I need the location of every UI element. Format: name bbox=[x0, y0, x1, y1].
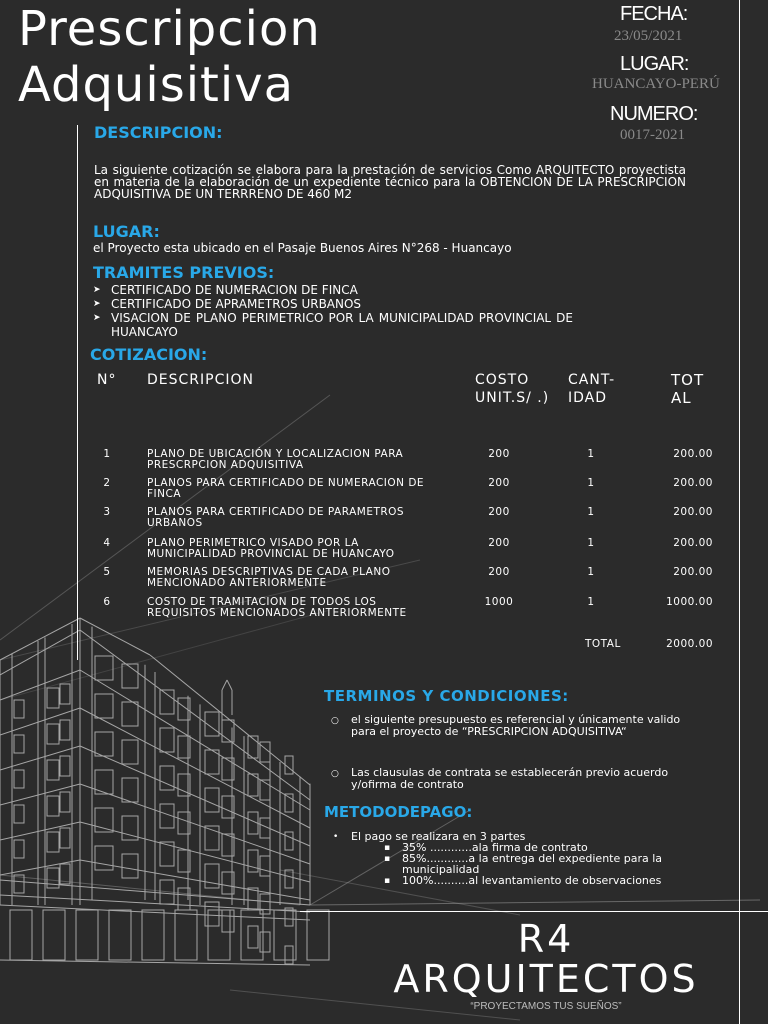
brand-slogan: “PROYECTAMOS TUS SUEÑOS” bbox=[470, 1001, 622, 1012]
row-description: COSTO DE TRAMITACION DE TODOS LOS REQUISITOS MENCIONADOS ANTERIORMENTE bbox=[147, 596, 407, 619]
termino-item bbox=[331, 713, 706, 738]
row-cantidad: 1 bbox=[587, 506, 595, 518]
bullet-icon: • bbox=[333, 832, 339, 842]
tramite-item: ➤ VISACION DE PLANO PERIMETRICO POR LA MUNICIPALIDAD PROVINCIAL DE HUANCAYO bbox=[93, 311, 573, 339]
row-total: 200.00 bbox=[673, 566, 713, 578]
total-value: 2000.00 bbox=[666, 638, 713, 650]
col-header-descripcion: DESCRIPCION bbox=[147, 372, 254, 388]
brand-name bbox=[370, 917, 722, 1001]
bullet-icon: ▪ bbox=[384, 854, 391, 864]
row-cantidad: 1 bbox=[587, 537, 595, 549]
brand-line-1: R4 bbox=[517, 917, 575, 961]
row-description: PLANO PERIMETRICO VISADO POR LA MUNICIPALIDAD PROVINCIAL DE HUANCAYO bbox=[147, 537, 395, 560]
total-label: TOTAL bbox=[585, 638, 621, 650]
pago-item bbox=[384, 852, 722, 876]
metodo-heading: METODODEPAGO: bbox=[324, 803, 473, 821]
row-cantidad: 1 bbox=[587, 477, 595, 489]
row-costo: 200 bbox=[488, 537, 510, 549]
numero-value: 0017-2021 bbox=[620, 127, 685, 143]
termino-text: el siguiente presupuesto es referencial y únicamente valido para el proyecto de “PRESCRIPCION ADQUISITIVA“ bbox=[351, 713, 681, 738]
col-header-total: TOT AL bbox=[671, 371, 705, 407]
row-total: 200.00 bbox=[673, 506, 713, 518]
col-header-costo: COSTO UNIT.S/ .) bbox=[475, 372, 550, 406]
row-total: 200.00 bbox=[673, 477, 713, 489]
row-description: MEMORIAS DESCRIPTIVAS DE CADA PLANO MENCIONADO ANTERIORMENTE bbox=[147, 566, 391, 589]
frame-right-line bbox=[739, 0, 740, 1024]
brand-line-2: ARQUITECTOS bbox=[393, 957, 699, 1001]
bullet-icon: ▪ bbox=[384, 876, 391, 886]
pago-text: 100%..........al levantamiento de observaciones bbox=[402, 874, 662, 887]
pago-text: 35% ............ala firma de contrato bbox=[402, 841, 588, 854]
fecha-value: 23/05/2021 bbox=[614, 28, 683, 44]
lugar-value: HUANCAYO-PERÚ bbox=[592, 76, 720, 92]
row-number: 3 bbox=[103, 506, 111, 518]
pago-item bbox=[384, 874, 722, 887]
col-header-n: N° bbox=[97, 372, 117, 388]
descripcion-text: La siguiente cotización se elabora para la prestación de servicios Como ARQUITECTO proyectista en materia de la elaboración de un expediente técnico para la OBTENCION DE LA PRESCRIPCION ADQUISITIVA DE UN TERRRENO DE 460 M2 bbox=[94, 163, 686, 201]
row-costo: 200 bbox=[488, 566, 510, 578]
row-number: 6 bbox=[103, 596, 111, 608]
numero-label: NUMERO: bbox=[610, 103, 698, 125]
title-line-2: Adquisitiva bbox=[18, 57, 295, 113]
lugar-heading: LUGAR: bbox=[93, 222, 160, 241]
row-number: 2 bbox=[103, 477, 111, 489]
row-costo: 200 bbox=[488, 506, 510, 518]
row-number: 4 bbox=[103, 537, 111, 549]
cotizacion-heading: COTIZACION: bbox=[90, 345, 208, 364]
footer-divider bbox=[300, 911, 768, 912]
lugar-label: LUGAR: bbox=[620, 53, 689, 75]
row-description: PLANO DE UBICACIÓN Y LOCALIZACION PARA PRESCRPCION ADQUISITIVA bbox=[147, 448, 404, 471]
title-line-1: Prescripcion bbox=[18, 1, 321, 57]
tramite-item: ➤ CERTIFICADO DE APRAMETROS URBANOS bbox=[93, 297, 573, 311]
tramite-item: ➤ CERTIFICADO DE NUMERACION DE FINCA bbox=[93, 283, 573, 297]
row-number: 1 bbox=[103, 448, 111, 460]
row-description: PLANOS PARA CERTIFICADO DE NUMERACION DE FINCA bbox=[147, 477, 425, 500]
tramites-list bbox=[93, 283, 573, 339]
pago-text: 85%............a la entrega del expediente para la municipalidad bbox=[402, 852, 663, 876]
row-costo: 200 bbox=[488, 448, 510, 460]
termino-text: Las clausulas de contrata se establecerán previo acuerdo y/ofirma de contrato bbox=[351, 766, 669, 791]
row-total: 1000.00 bbox=[666, 596, 713, 608]
bullet-icon: ○ bbox=[331, 769, 339, 779]
descripcion-heading: DESCRIPCION: bbox=[94, 123, 223, 142]
row-total: 200.00 bbox=[673, 537, 713, 549]
fecha-label: FECHA: bbox=[620, 3, 688, 25]
frame-left-line bbox=[77, 125, 78, 660]
lugar-text: el Proyecto esta ubicado en el Pasaje Buenos Aires N°268 - Huancayo bbox=[93, 241, 512, 255]
row-total: 200.00 bbox=[673, 448, 713, 460]
bullet-icon: ▪ bbox=[384, 843, 391, 853]
terminos-heading: TERMINOS Y CONDICIONES: bbox=[324, 687, 569, 705]
row-cantidad: 1 bbox=[587, 448, 595, 460]
col-header-cantidad: CANT- IDAD bbox=[568, 372, 616, 406]
tramites-heading: TRAMITES PREVIOS: bbox=[93, 263, 275, 282]
bullet-icon: ○ bbox=[331, 716, 339, 726]
page-title bbox=[18, 1, 321, 113]
termino-item bbox=[331, 766, 681, 791]
metodo-intro-text: El pago se realizara en 3 partes bbox=[351, 830, 526, 843]
row-cantidad: 1 bbox=[587, 596, 595, 608]
row-number: 5 bbox=[103, 566, 111, 578]
row-description: PLANOS PARA CERTIFICADO DE PARAMETROS URBANOS bbox=[147, 506, 405, 529]
row-cantidad: 1 bbox=[587, 566, 595, 578]
row-costo: 200 bbox=[488, 477, 510, 489]
row-costo: 1000 bbox=[484, 596, 514, 608]
